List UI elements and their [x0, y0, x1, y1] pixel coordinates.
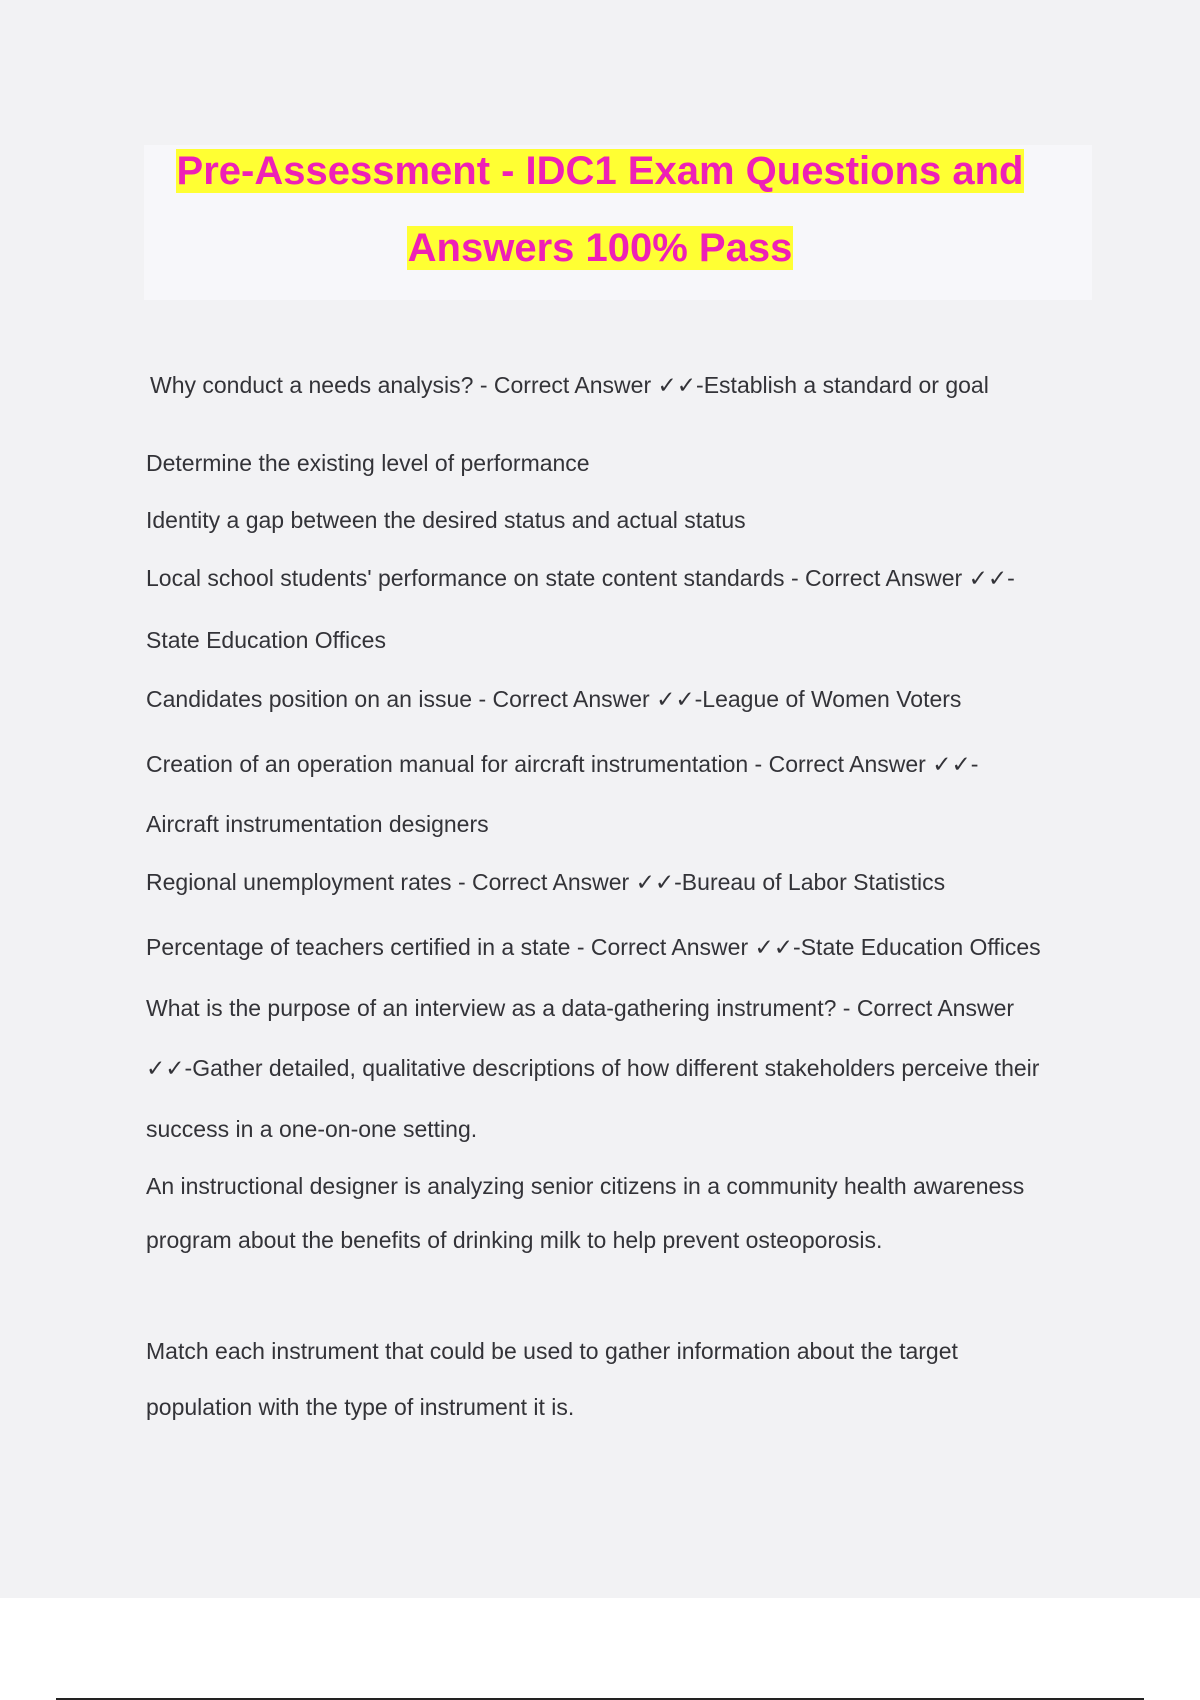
text-line: Candidates position on an issue - Correct Answer ✓✓-League of Women Voters: [146, 686, 962, 712]
text-line: Percentage of teachers certified in a state - Correct Answer ✓✓-State Education Offices: [146, 934, 1041, 960]
text-line: Regional unemployment rates - Correct Answer ✓✓-Bureau of Labor Statistics: [146, 869, 946, 895]
text-line: Determine the existing level of performance: [146, 450, 590, 476]
text-line: ✓✓-Gather detailed, qualitative descriptions of how different stakeholders perceive their: [146, 1055, 1040, 1081]
text-line: An instructional designer is analyzing senior citizens in a community health awareness: [146, 1173, 1025, 1199]
text-line: What is the purpose of an interview as a data-gathering instrument? - Correct Answer: [146, 995, 1015, 1021]
text-line: Aircraft instrumentation designers: [146, 811, 489, 837]
text-line: program about the benefits of drinking milk to help prevent osteoporosis.: [146, 1227, 883, 1253]
document-title-line-2: Answers 100% Pass: [407, 226, 793, 270]
text-line: population with the type of instrument it is.: [146, 1394, 575, 1420]
text-line: success in a one-on-one setting.: [146, 1116, 478, 1142]
text-line: Match each instrument that could be used to gather information about the target: [146, 1338, 958, 1364]
text-line: Creation of an operation manual for aircraft instrumentation - Correct Answer ✓✓-: [146, 751, 979, 777]
text-line: State Education Offices: [146, 627, 386, 653]
text-line: Why conduct a needs analysis? - Correct Answer ✓✓-Establish a standard or goal: [150, 372, 989, 398]
document-title-line-1: Pre-Assessment - IDC1 Exam Questions and: [176, 149, 1024, 193]
text-line: Identity a gap between the desired status and actual status: [146, 507, 746, 533]
text-line: Local school students' performance on state content standards - Correct Answer ✓✓-: [146, 565, 1015, 591]
